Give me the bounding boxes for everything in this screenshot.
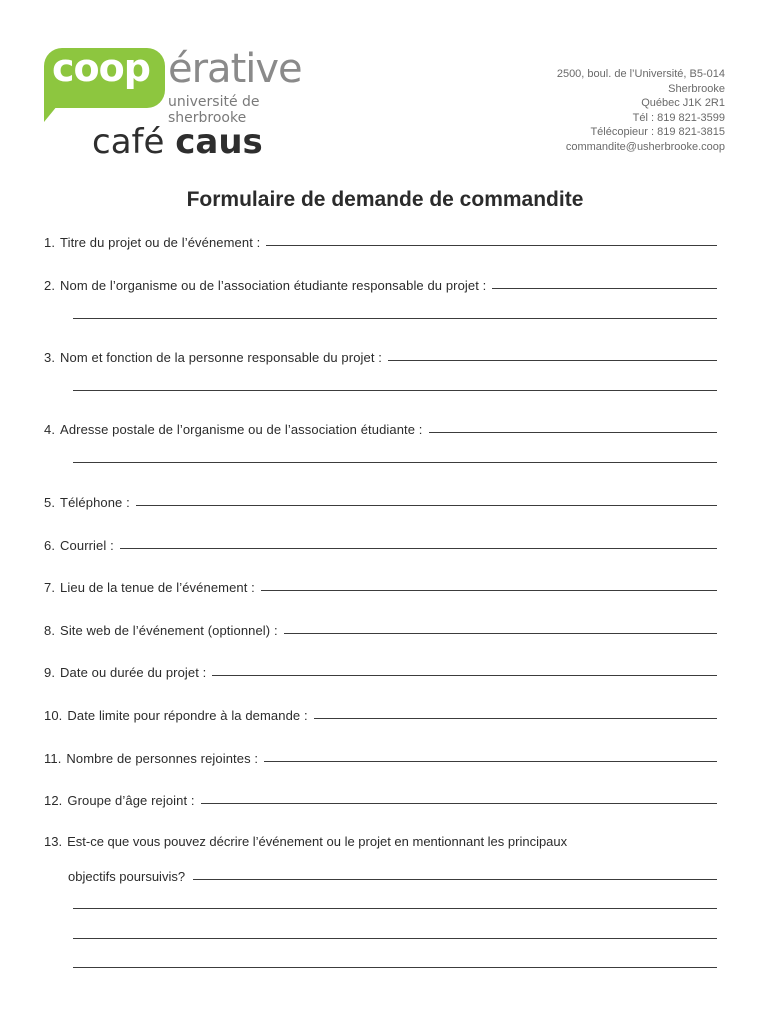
question-6 (44, 531, 717, 553)
answer-line-extra[interactable] (73, 318, 717, 319)
address-block (557, 67, 725, 155)
question-label: Nom et fonction de la personne responsable du projet : (60, 350, 382, 365)
logo-bubble-tail (44, 100, 62, 122)
answer-line[interactable] (120, 548, 717, 549)
question-number: 9. (44, 665, 56, 680)
question-label: Est-ce que vous pouvez décrire l’événement ou le projet en mentionnant les principaux (67, 834, 568, 849)
question-3 (44, 343, 717, 365)
answer-line[interactable] (201, 803, 717, 804)
question-13-continuation (68, 862, 717, 884)
question-label: Adresse postale de l’organisme ou de l’association étudiante : (60, 422, 423, 437)
question-number: 8. (44, 623, 56, 638)
answer-line[interactable] (136, 505, 717, 506)
question-10 (44, 701, 717, 723)
answer-line[interactable] (212, 675, 717, 676)
caus-word: caus (175, 122, 263, 162)
answer-line-extra[interactable] (73, 938, 717, 939)
question-7 (44, 573, 717, 595)
cafe-word: café (92, 122, 165, 162)
logo-coop-text: coop (52, 46, 150, 90)
question-number: 2. (44, 278, 56, 293)
question-number: 12. (44, 793, 63, 808)
question-label: Téléphone : (60, 495, 130, 510)
question-11 (44, 744, 717, 766)
question-number: 6. (44, 538, 56, 553)
question-label: Date ou durée du projet : (60, 665, 207, 680)
address-city: Sherbrooke (668, 82, 725, 95)
answer-line[interactable] (261, 590, 717, 591)
address-province: Québec J1K 2R1 (641, 97, 725, 110)
address-street: 2500, boul. de l’Université, B5-014 (556, 68, 725, 80)
question-label-continuation: objectifs poursuivis? (68, 869, 186, 884)
question-label: Nombre de personnes rejointes : (66, 751, 259, 766)
question-label: Courriel : (60, 538, 114, 553)
logo-erative-text: érative (168, 46, 302, 92)
answer-line-extra[interactable] (73, 967, 717, 968)
address-phone: Tél : 819 821-3599 (632, 111, 725, 124)
answer-line[interactable] (193, 879, 717, 880)
logo-subtitle: université de sherbrooke (168, 94, 260, 126)
question-label: Nom de l’organisme ou de l’association étudiante responsable du projet : (60, 278, 487, 293)
question-number: 3. (44, 350, 56, 365)
answer-line[interactable] (284, 633, 717, 634)
question-label: Date limite pour répondre à la demande : (67, 708, 308, 723)
question-number: 4. (44, 422, 56, 437)
answer-line-extra[interactable] (73, 908, 717, 909)
answer-line-extra[interactable] (73, 462, 717, 463)
question-number: 5. (44, 495, 56, 510)
question-9 (44, 658, 717, 680)
question-13 (44, 834, 717, 849)
question-5 (44, 488, 717, 510)
question-2 (44, 271, 717, 293)
question-12 (44, 786, 717, 808)
question-4 (44, 415, 717, 437)
question-number: 7. (44, 580, 56, 595)
answer-line[interactable] (429, 432, 717, 433)
address-email: commandite@usherbrooke.coop (565, 140, 725, 153)
question-number: 13. (44, 834, 63, 849)
question-number: 11. (44, 751, 62, 766)
address-fax: Télécopieur : 819 821-3815 (590, 126, 725, 139)
answer-line-extra[interactable] (73, 390, 717, 391)
question-8 (44, 616, 717, 638)
question-label: Lieu de la tenue de l’événement : (60, 580, 255, 595)
answer-line[interactable] (492, 288, 717, 289)
answer-line[interactable] (388, 360, 717, 361)
cafe-caus-logo (92, 122, 263, 162)
cooperative-logo (44, 44, 334, 164)
question-number: 1. (44, 235, 56, 250)
answer-line[interactable] (264, 761, 717, 762)
question-label: Titre du projet ou de l’événement : (60, 235, 261, 250)
question-number: 10. (44, 708, 63, 723)
question-1 (44, 228, 717, 250)
form-title: Formulaire de demande de commandite (186, 188, 584, 211)
answer-line[interactable] (314, 718, 717, 719)
answer-line[interactable] (266, 245, 717, 246)
question-label: Groupe d’âge rejoint : (67, 793, 195, 808)
question-label: Site web de l’événement (optionnel) : (60, 623, 278, 638)
